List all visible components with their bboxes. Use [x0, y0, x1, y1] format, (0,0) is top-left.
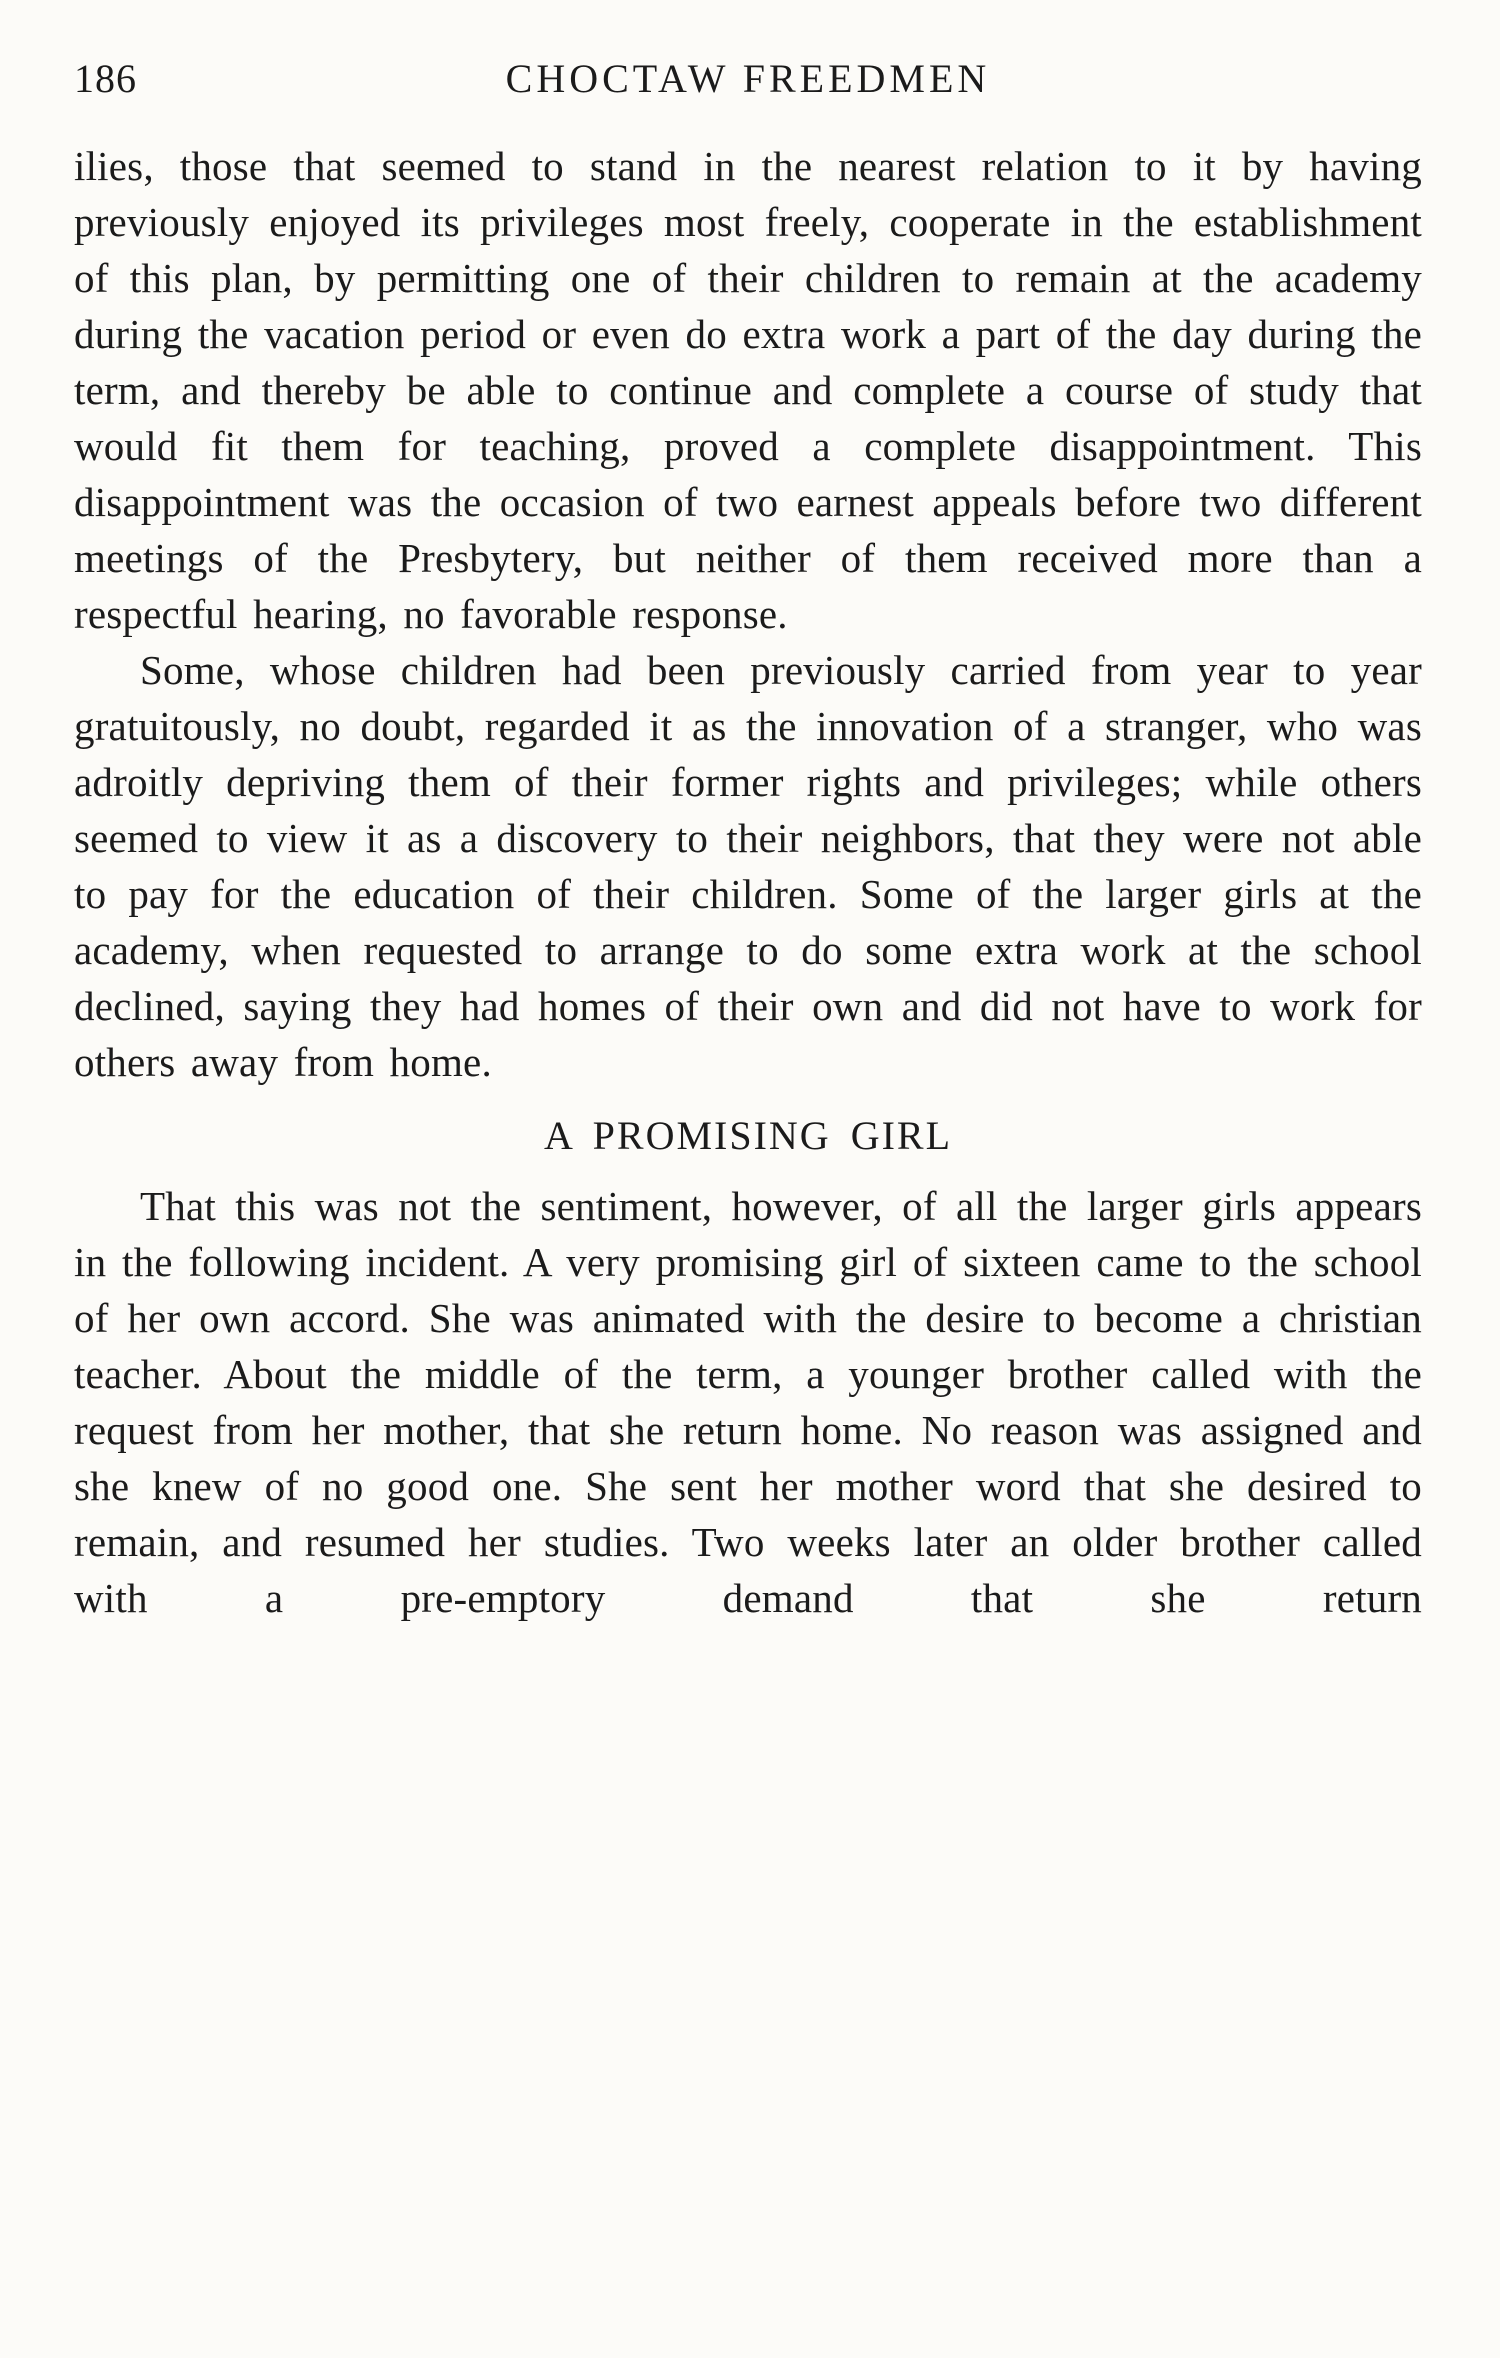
paragraph-continuation: ilies, those that seemed to stand in the nearest relation to it by having previously enjoyed its privileges most freely, cooperate in the establishment of this plan, by permitting one of their children to remain at the academy during the vacation period or even do extra work a part of the day during the term, and thereby be able to continue and complete a course of study that would fit them for teaching, proved a complete disappointment. This disappointment was the occasion of two earnest appeals before two different meetings of the Presbytery, but neither of them received more than a respectful hearing, no favorable response. [74, 143, 1422, 637]
paragraph: Some, whose children had been previously carried from year to year gratuitously, no doubt, regarded it as the innovation of a stranger, who was adroitly depriving them of their former rights and privileges; while others seemed to view it as a discovery to their neighbors, that they were not able to pay for the education of their children. Some of the larger girls at the academy, when requested to arrange to do some extra work at the school declined, saying they had homes of their own and did not have to work for others away from home. [74, 647, 1422, 1085]
section-heading: A PROMISING GIRL [543, 1113, 953, 1158]
paragraph: That this was not the sentiment, however, of all the larger girls appears in the following incident. A very promising girl of sixteen came to the school of her own accord. She was animated with the desire to become a christian teacher. About the middle of the term, a younger brother called with the request from her mother, that she return home. No reason was assigned and she knew of no good one. She sent her mother word that she desired to remain, and resumed her studies. Two weeks later an older brother called with a pre-emptory demand that she return [74, 1183, 1422, 1621]
running-header [74, 54, 1422, 104]
page-number: 186 [74, 56, 137, 101]
running-header-title: CHOCTAW FREEDMEN [505, 56, 991, 101]
